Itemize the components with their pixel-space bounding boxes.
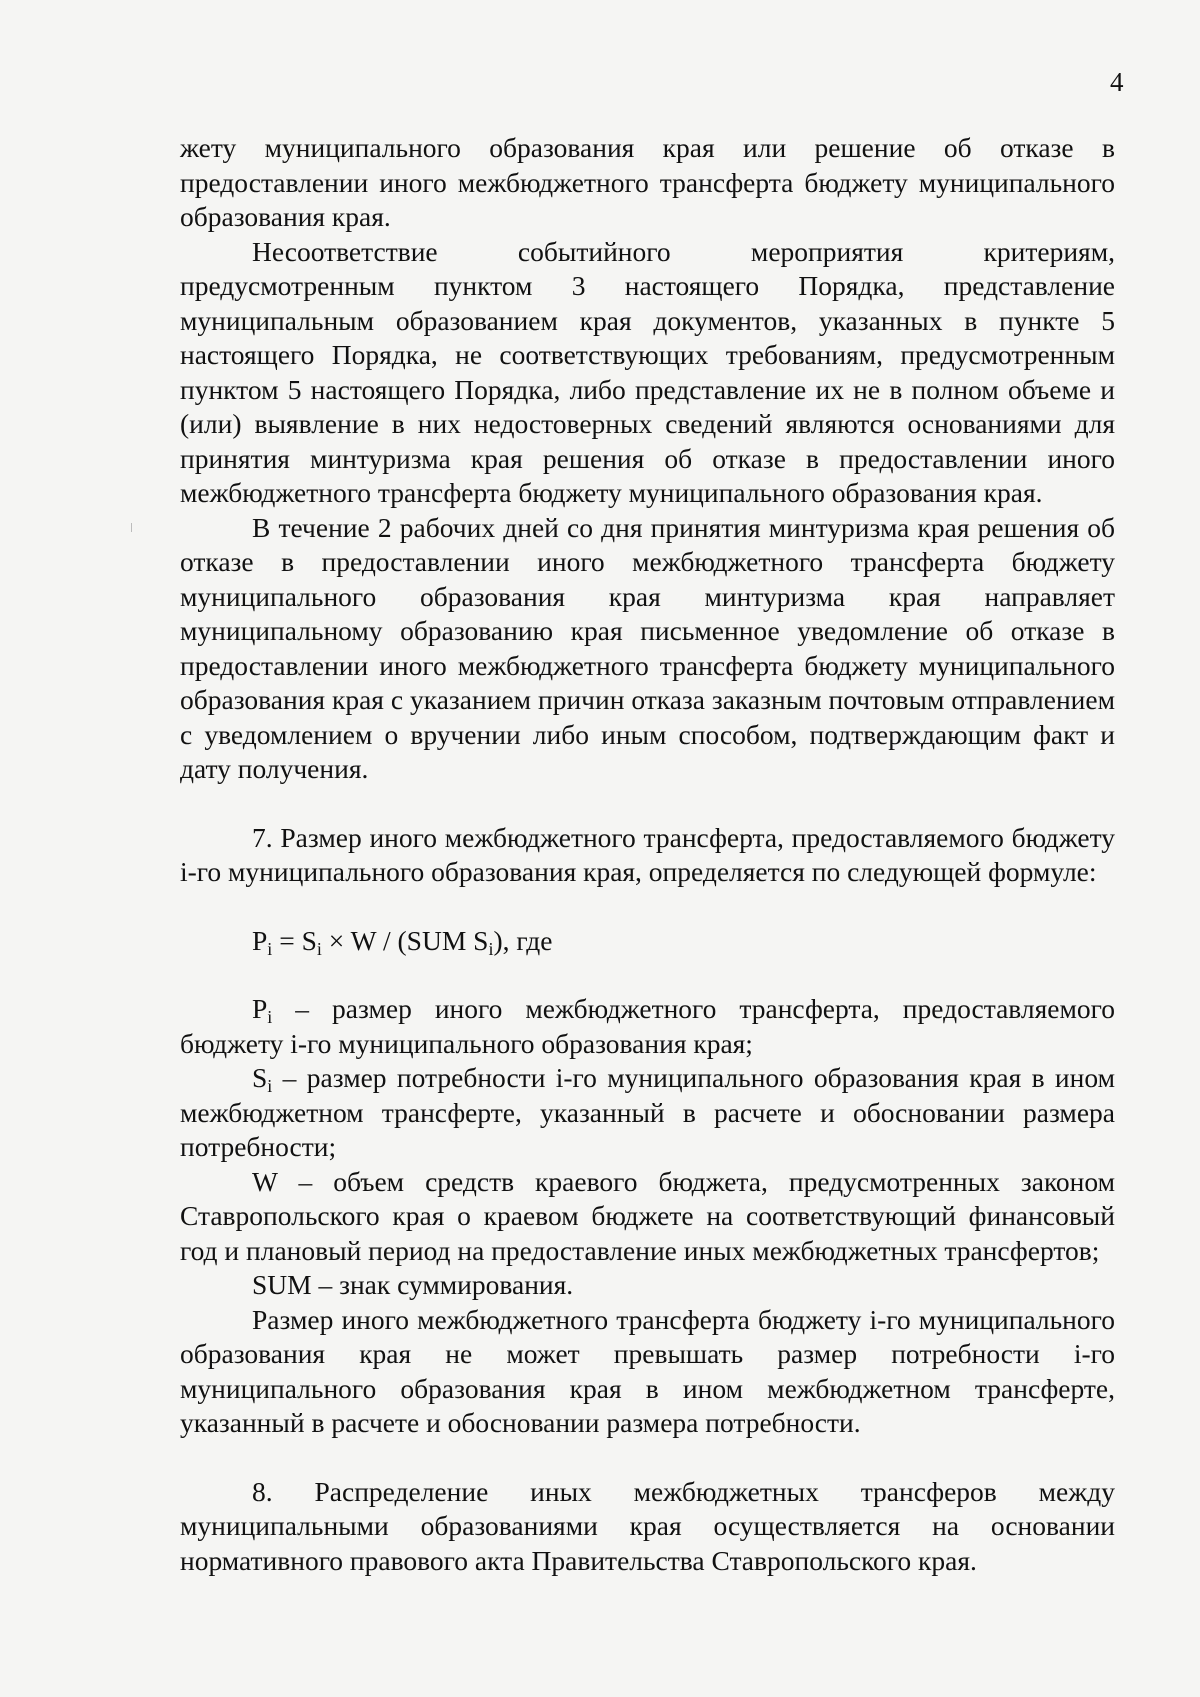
definition-s xyxy=(180,1061,1115,1165)
definition-s-symbol: S xyxy=(252,1062,268,1093)
document-body xyxy=(180,131,1115,1578)
paragraph-section-8: 8. Распределение иных межбюджетных трансферов между муниципальными образованиями края осуществляется на основании нормативного правового акта Правительства Ставропольского края. xyxy=(180,1475,1115,1576)
paragraph-limit: Размер иного межбюджетного трансферта бюджету i-го муниципального образования края не может превышать размер потребности i-го муниципального образования края в ином межбюджетном трансферте, указанный в расчете и обосновании размера потребности. xyxy=(180,1303,1115,1438)
formula xyxy=(180,924,1115,959)
page-number: 4 xyxy=(1110,67,1124,97)
definition-p-symbol: P xyxy=(252,993,268,1024)
paragraph-refusal-grounds: Несоответствие событийного мероприятия критериям, предусмотренным пунктом 3 настоящего Порядка, представление муниципальным образованием края документов, указанных в пункте 5 настоящего Порядка, не соответствующих требованиям, предусмотренным пунктом 5 настоящего Порядка, либо представление их не в полном объеме и (или) выявление в них недостоверных сведений являются основаниями для принятия минтуризма края решения об отказе в предоставлении иного межбюджетного трансферта бюджету муниципального образования края. xyxy=(180,235,1115,508)
formula-s-subscript-2: i xyxy=(488,938,494,959)
formula-p-subscript: i xyxy=(267,938,273,959)
formula-eq: = S xyxy=(272,924,317,956)
formula-p: P xyxy=(252,924,268,956)
paragraph-refusal-notice: В течение 2 рабочих дней со дня принятия минтуризма края решения об отказе в предоставлении иного межбюджетного трансферта бюджету муниципального образования края минтуризма края направляет муниципальному образованию края письменное уведомление об отказе в предоставлении иного межбюджетного трансферта бюджету муниципального образования края с указанием причин отказа заказным почтовым отправлением с уведомлением о вручении либо иным способом, подтверждающим факт и дату получения. xyxy=(180,511,1115,784)
definition-s-text: – размер потребности i-го муниципального образования края в ином межбюджетном трансферте, указанный в расчете и обосновании размера потребности; xyxy=(180,1062,1115,1162)
paragraph-continuation: жету муниципального образования края или решение об отказе в предоставлении иного межбюджетного трансферта бюджету муниципального образования края. xyxy=(180,132,1115,232)
definition-s-subscript: i xyxy=(267,1076,273,1096)
formula-tail: ), где xyxy=(493,924,553,956)
paragraph-section-7: 7. Размер иного межбюджетного трансферта, предоставляемого бюджету i-го муниципального образования края, определяется по следующей формуле: xyxy=(180,821,1115,887)
definition-p xyxy=(180,992,1115,1061)
scan-artifact xyxy=(131,523,132,532)
definition-w: W – объем средств краевого бюджета, предусмотренных законом Ставропольского края о краевом бюджете на соответствующий финансовый год и плановый период на предоставление иных межбюджетных трансфертов; xyxy=(180,1165,1115,1266)
formula-mid: × W / (SUM S xyxy=(321,924,489,956)
definition-p-text: – размер иного межбюджетного трансферта, предоставляемого бюджету i-го муниципального образования края; xyxy=(180,993,1115,1059)
definition-p-subscript: i xyxy=(267,1007,273,1027)
definition-sum: SUM – знак суммирования. xyxy=(252,1269,574,1300)
formula-s-subscript: i xyxy=(316,938,322,959)
